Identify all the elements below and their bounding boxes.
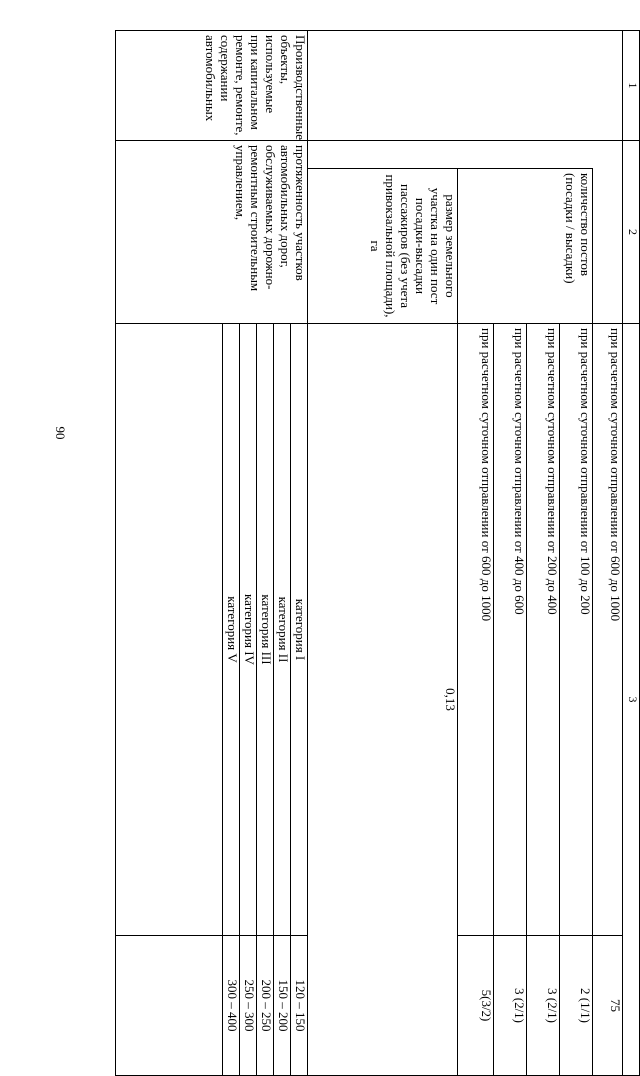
value-cell: 150 – 200 xyxy=(274,936,291,1076)
condition-cell: при расчетном суточном отправлении от 100 до 200 xyxy=(560,324,593,936)
header-col1: 1 xyxy=(623,31,640,141)
table-row xyxy=(560,31,593,1076)
condition-cell: при расчетном суточном отправлении от 600 до 1000 xyxy=(593,324,623,936)
category-cell: категория III xyxy=(257,324,274,936)
page-number: 90 xyxy=(53,426,68,440)
header-col2: 2 xyxy=(623,141,640,324)
table-row xyxy=(291,31,308,1076)
value-cell: 3 (2/1) xyxy=(494,936,527,1076)
value-cell: 2 (1/1) xyxy=(560,936,593,1076)
category-cell: категория IV xyxy=(240,324,257,936)
value-cell: 3 (2/1) xyxy=(527,936,560,1076)
param-cell: протяженность участков автомобильных дорог, обслуживаемых дорожно-ремонтным строительным управлением, xyxy=(116,141,308,324)
condition-cell: при расчетном суточном отправлении от 600 до 1000 xyxy=(458,324,494,936)
value-cell: 300 – 400 xyxy=(223,936,240,1076)
land-value: 0,13 xyxy=(308,324,458,1076)
category-cell: категория II xyxy=(274,324,291,936)
header-col3: 3 xyxy=(623,324,640,1076)
table-row xyxy=(308,31,458,1076)
value-cell: 75 xyxy=(593,936,623,1076)
condition-cell: при расчетном суточном отправлении от 200 до 400 xyxy=(527,324,560,936)
value-cell: 120 – 150 xyxy=(291,936,308,1076)
value-cell: 250 – 300 xyxy=(240,936,257,1076)
rotated-table-page xyxy=(115,30,640,1075)
posts-label: количество постов (посадки / высадки) xyxy=(458,169,593,324)
table-row xyxy=(593,31,623,1076)
standards-table xyxy=(115,30,640,1076)
value-cell: 200 – 250 xyxy=(257,936,274,1076)
object-cell: Производственные объекты, используемые при капитальном ремонте, ремонте, содержании автомобильных xyxy=(116,31,308,141)
header-row xyxy=(623,31,640,1076)
value-cell: 5(3/2) xyxy=(458,936,494,1076)
category-cell: категория V xyxy=(223,324,240,936)
land-label: размер земельного участка на один пост посадки-высадки пассажиров (без учета привокзальной площади), га xyxy=(308,169,458,324)
condition-cell: при расчетном суточном отправлении от 400 до 600 xyxy=(494,324,527,936)
category-cell: категория I xyxy=(291,324,308,936)
